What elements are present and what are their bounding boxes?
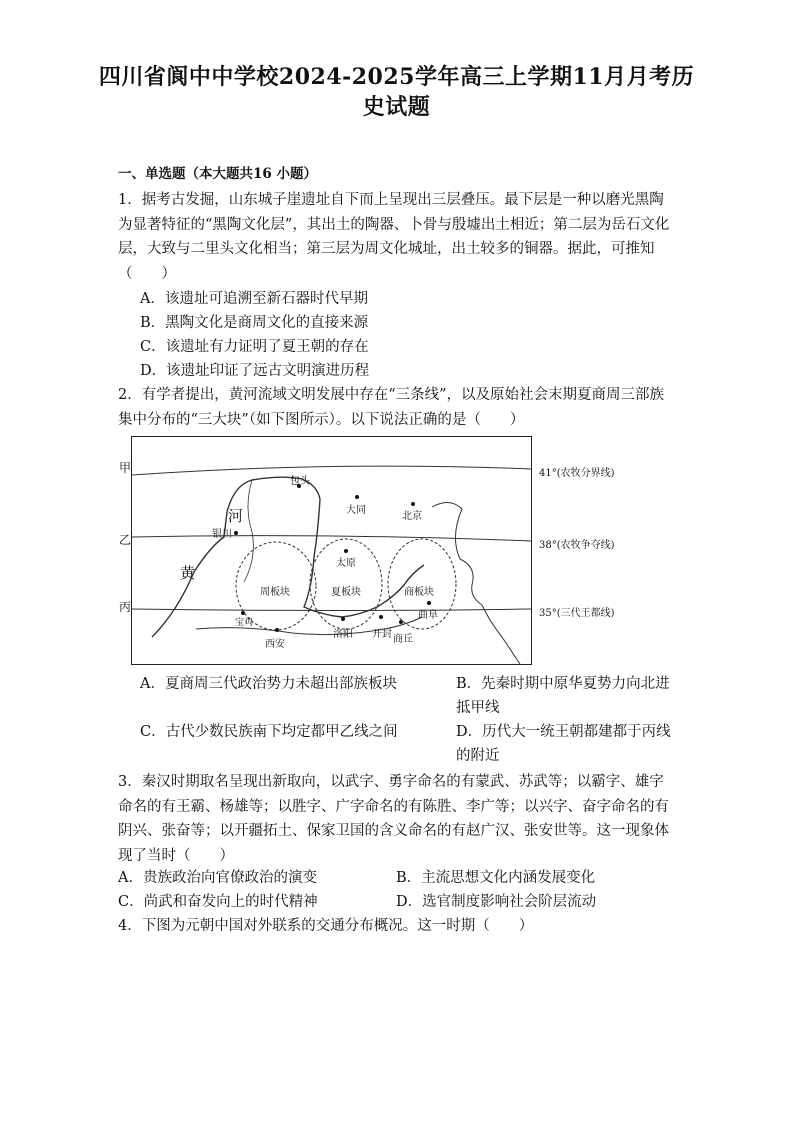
question-3-stem: 3．秦汉时期取名呈现出新取向，以武字、勇字命名的有蒙武、苏武等；以霸字、雄字命名的有王霸、杨雄等；以胜字、广字命名的有陈胜、李广等；以兴字、奋字命名的有阴兴、张奋等；以开疆拓土、保家卫国的含义命名的有赵广汉、张安世等。这一现象体现了当时（ ）	[118, 774, 669, 864]
city-dot-beijing	[411, 502, 415, 506]
q2-option-c: C．古代少数民族南下均定都甲乙线之间	[140, 724, 398, 740]
city-label-luoyang: 洛阳	[333, 629, 353, 640]
q2-option-b: B．先秦时期中原华夏势力向北进抵甲线	[456, 676, 670, 716]
city-dot-kaifeng	[379, 615, 383, 619]
city-dot-taiyuan	[344, 549, 348, 553]
coastline	[432, 502, 520, 664]
city-label-taiyuan: 太原	[336, 558, 356, 569]
q1-option-b: B．黑陶文化是商周文化的直接来源	[140, 315, 369, 331]
city-dot-shangqiu	[399, 620, 403, 624]
latitude-line-38	[132, 536, 531, 541]
latitude-line-35	[132, 609, 531, 611]
q2-option-d: D．历代大一统王朝都建都于丙线的附近	[456, 724, 671, 764]
q1-option-d: D．该遗址印证了远古文明演进历程	[140, 363, 370, 379]
title-line-1: 四川省阆中中学校2024-2025学年高三上学期11月月考历	[98, 64, 695, 90]
city-label-qufu: 曲阜	[418, 610, 438, 621]
city-dot-datong	[355, 495, 359, 499]
q3-option-d: D．选官制度影响社会阶层流动	[396, 894, 597, 910]
city-label-baotou: 包头	[290, 476, 310, 487]
river-char-he: 河	[228, 507, 244, 525]
question-1-stem: 1．据考古发掘，山东城子崖遗址自下而上呈现出三层叠压。最下层是一种以磨光黑陶为显著特征的“黑陶文化层”，其出土的陶器、卜骨与殷墟出土相近；第二层为岳石文化层，大致与二里头文化相当；第三层为周文化城址，出土较多的铜器。据此，可推知（ ）	[118, 192, 670, 282]
line-note-38: 38°(农牧争夺线)	[539, 540, 615, 551]
title-line-2: 史试题	[362, 94, 431, 120]
city-label-kaifeng: 开封	[372, 629, 392, 640]
city-dot-xian	[275, 628, 279, 632]
question-4-stem: 4．下图为元朝中国对外联系的交通分布概况。这一时期（ ）	[118, 918, 534, 934]
q3-option-b: B．主流思想文化内涵发展变化	[396, 870, 596, 886]
line-note-35: 35°(三代王都线)	[539, 608, 615, 619]
line-label-yi: 乙	[119, 533, 132, 547]
q1-option-a: A．该遗址可追溯至新石器时代早期	[140, 291, 368, 307]
latitude-line-41	[132, 466, 531, 475]
city-label-baoji: 宝鸡	[235, 618, 254, 628]
city-label-shangqiu: 商丘	[393, 634, 413, 645]
q3-option-a: A．贵族政治向官僚政治的演变	[118, 870, 317, 886]
yellow-river-path	[152, 477, 424, 637]
block-label-xia: 夏板块	[331, 587, 361, 598]
page-title	[60, 62, 733, 122]
plateau-outline	[244, 480, 253, 582]
city-label-xian: 西安	[265, 639, 285, 650]
line-label-jia: 甲	[119, 461, 132, 475]
q2-option-a: A．夏商周三代政治势力未超出部族板块	[140, 676, 397, 692]
q1-option-c: C．该遗址有力证明了夏王朝的存在	[140, 339, 369, 355]
line-note-41: 41°(农牧分界线)	[539, 468, 615, 479]
q3-option-c: C．尚武和奋发向上的时代精神	[118, 894, 318, 910]
block-label-shang: 商板块	[404, 587, 434, 598]
question-2-stem: 2．有学者提出，黄河流域文明发展中存在“三条线”，以及原始社会末期夏商周三部族集中分布的“三大块”（如下图所示）。以下说法正确的是（ ）	[118, 387, 665, 428]
city-label-beijing: 北京	[402, 511, 422, 522]
river-char-huang: 黄	[180, 564, 196, 582]
city-dot-qufu	[427, 601, 431, 605]
city-dot-luoyang	[341, 617, 345, 621]
city-dot-yinchuan	[234, 531, 238, 535]
section-heading: 一、单选题（本大题共16 小题）	[118, 166, 317, 182]
city-label-yinchuan: 银川	[212, 529, 232, 540]
map-figure	[131, 436, 532, 665]
city-label-datong: 大同	[346, 505, 366, 516]
block-label-zhou: 周板块	[260, 587, 290, 598]
line-label-bing: 丙	[119, 600, 132, 614]
